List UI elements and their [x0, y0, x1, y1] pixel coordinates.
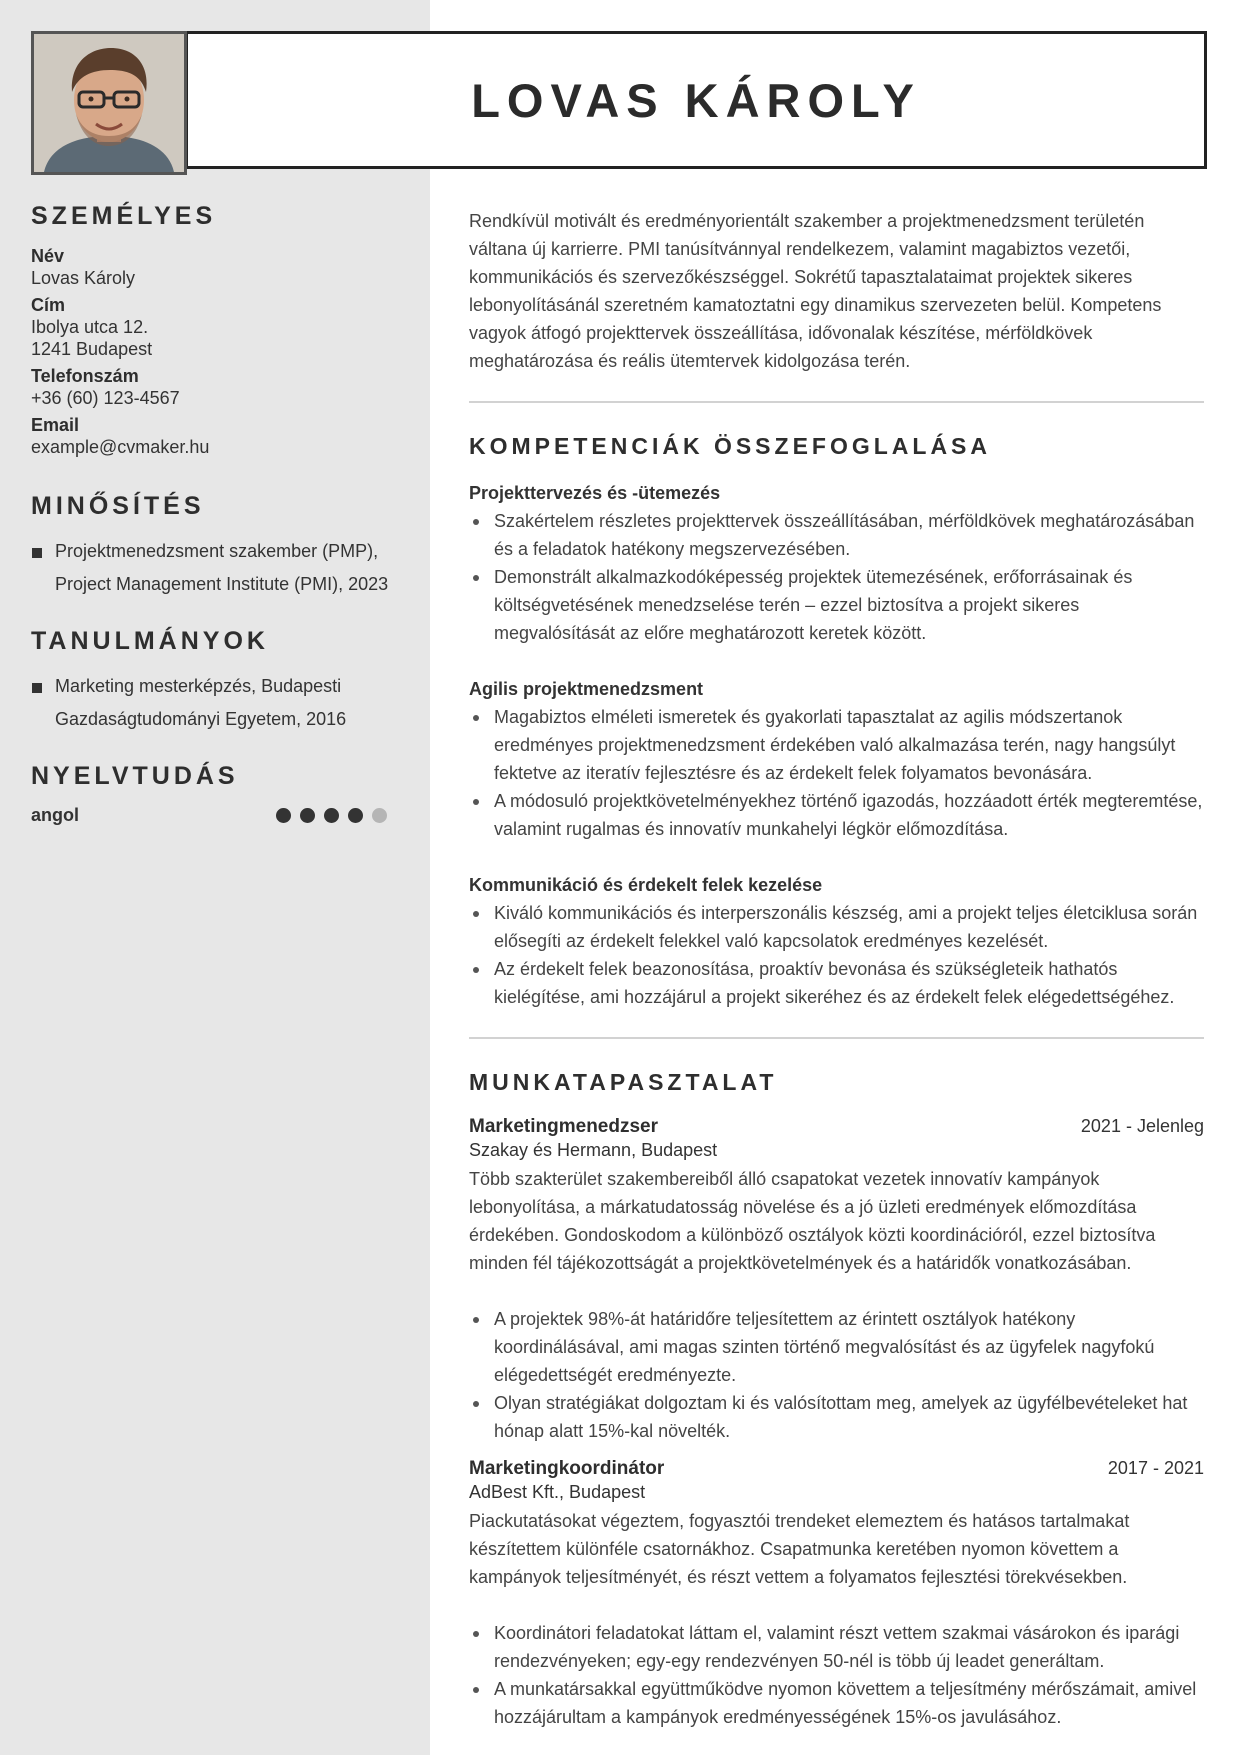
education-section [31, 627, 401, 736]
education-title: TANULMÁNYOK [31, 627, 269, 655]
level-dot-filled-icon [300, 808, 315, 823]
list-item: Projektmenedzsment szakember (PMP), Project Management Institute (PMI), 2023 [31, 535, 401, 601]
email-link[interactable]: example@cvmaker.hu [31, 437, 210, 457]
certifications-list [31, 535, 401, 601]
job-title: Marketingmenedzser [469, 1116, 659, 1137]
field-label: Cím [31, 295, 66, 315]
avatar-portrait-icon [34, 34, 184, 172]
field-value: 1241 Budapest [31, 339, 153, 359]
languages-section [31, 762, 401, 826]
experience-section [469, 1069, 1204, 1731]
language-level-dots [276, 808, 387, 823]
profile-photo [31, 31, 187, 175]
list-item: Magabiztos elméleti ismeretek és gyakorlati tapasztalat az agilis módszertanok eredményes projektmenedzsment érdekében való alkalmazása terén, nagy hangsúlyt fektetve az iteratív fejlesztésre és az érdekelt felek folyamatos bevonására. [469, 703, 1204, 787]
list-item: Marketing mesterképzés, Budapesti Gazdaságtudományi Egyetem, 2016 [31, 670, 401, 736]
field-email [31, 414, 401, 458]
level-dot-filled-icon [348, 808, 363, 823]
competencies-section [469, 433, 1204, 1011]
level-dot-filled-icon [324, 808, 339, 823]
list-item: Szakértelem részletes projekttervek összeállításában, mérföldkövek meghatározásában és a feladatok hatékony megszervezésében. [469, 507, 1204, 563]
certifications-section [31, 492, 401, 601]
field-address [31, 294, 401, 360]
competency-group-title: Projekttervezés és -ütemezés [469, 483, 721, 503]
job-title: Marketingkoordinátor [469, 1458, 665, 1479]
language-name: angol [31, 805, 79, 825]
field-label: Telefonszám [31, 366, 139, 386]
job-entry [469, 1457, 1204, 1731]
personal-title: SZEMÉLYES [31, 202, 217, 230]
competency-group-title: Agilis projektmenedzsment [469, 679, 704, 699]
field-value: Lovas Károly [31, 268, 136, 288]
field-label: Email [31, 415, 80, 435]
job-company: AdBest Kft., Budapest [469, 1482, 646, 1502]
sidebar-content [31, 202, 401, 826]
list-item: Olyan stratégiákat dolgoztam ki és valósítottam meg, amelyek az ügyfélbevételeket hat hónap alatt 15%-kal növelték. [469, 1389, 1204, 1445]
field-name [31, 245, 401, 289]
level-dot-filled-icon [276, 808, 291, 823]
list-item: Koordinátori feladatokat láttam el, valamint részt vettem szakmai vásárokon és iparági rendezvényeken; egy-egy rendezvényen 50-nél is több új leadet generáltam. [469, 1619, 1204, 1675]
job-date: 2021 - Jelenleg [1080, 1116, 1204, 1136]
job-company: Szakay és Hermann, Budapest [469, 1140, 718, 1160]
summary-text: Rendkívül motivált és eredményorientált szakember a projektmenedzsment területén váltana új karrierre. PMI tanúsítvánnyal rendelkezem, valamint magabiztos vezetői, kommunikációs és szervezőkészséggel. Sokrétű tapasztalataimat projektek sikeres lebonyolításánál szeretném kamatoztatni egy dinamikus szervezeten belül. Kompetens vagyok átfogó projekttervek összeállítása, idővonalak készítése, mérföldkövek meghatározása és reális ütemtervek kidolgozása terén. [469, 211, 1162, 371]
section-divider [469, 1037, 1204, 1039]
job-date: 2017 - 2021 [1107, 1458, 1204, 1478]
section-divider [469, 401, 1204, 403]
level-dot-empty-icon [372, 808, 387, 823]
education-list [31, 670, 401, 736]
field-value: Ibolya utca 12. [31, 317, 149, 337]
job-achievements [469, 1305, 1204, 1445]
name-header-box [185, 31, 1207, 169]
language-row [31, 805, 401, 826]
list-item: Az érdekelt felek beazonosítása, proaktív bevonása és szükségleteik hathatós kielégítése, ami hozzájárul a projekt sikeréhez és az érdekelt felek elégedettségéhez. [469, 955, 1204, 1011]
job-header [469, 1457, 1204, 1481]
languages-title: NYELVTUDÁS [31, 762, 239, 790]
list-item: Kiváló kommunikációs és interperszonális készség, ami a projekt teljes életciklusa során elősegíti az érdekelt felekkel való kapcsolatok eredményes kezelését. [469, 899, 1204, 955]
job-description: Több szakterület szakembereiből álló csapatokat vezetek innovatív kampányok lebonyolítása, a márkatudatosság növelése és a jó üzleti eredmények előmozdítása érdekében. Gondoskodom a különböző osztályok közti koordinációról, ezzel biztosítva minden fél tájékozottságát a projektkövetelmények és a határidők vonatkozásában. [469, 1169, 1156, 1273]
list-item: Demonstrált alkalmazkodóképesség projektek ütemezésének, erőforrásainak és költségvetésének menedzselése terén – ezzel biztosítva a projekt sikeres megvalósítását az előre meghatározott keretek között. [469, 563, 1204, 647]
job-description: Piackutatásokat végeztem, fogyasztói trendeket elemeztem és hatásos tartalmakat készítettem különféle csatornákhoz. Csapatmunka keretében nyomon követtem a kampányok teljesítményét, és részt vettem a folyamatos fejlesztési törekvésekben. [469, 1511, 1130, 1587]
competency-list [469, 899, 1204, 1011]
competency-list [469, 507, 1204, 647]
job-header [469, 1115, 1204, 1139]
list-item: A munkatársakkal együttműködve nyomon követtem a teljesítmény mérőszámait, amivel hozzájárultam a kampányok eredményességének 15%-os javulásához. [469, 1675, 1204, 1731]
field-value: +36 (60) 123-4567 [31, 388, 180, 408]
main-content [469, 207, 1204, 1743]
competency-list [469, 703, 1204, 843]
certifications-title: MINŐSÍTÉS [31, 492, 205, 520]
candidate-name: LOVAS KÁROLY [471, 73, 921, 127]
job-achievements [469, 1619, 1204, 1731]
field-phone [31, 365, 401, 409]
competency-group-title: Kommunikáció és érdekelt felek kezelése [469, 875, 823, 895]
experience-title: MUNKATAPASZTALAT [469, 1069, 778, 1095]
personal-section [31, 202, 401, 458]
field-label: Név [31, 246, 65, 266]
competencies-title: KOMPETENCIÁK ÖSSZEFOGLALÁSA [469, 433, 992, 459]
list-item: A projektek 98%-át határidőre teljesítettem az érintett osztályok hatékony koordinálásával, ami magas szinten történő megvalósítást és az ügyfelek nagyfokú elégedettségét eredményezte. [469, 1305, 1204, 1389]
list-item: A módosuló projektkövetelményekhez történő igazodás, hozzáadott érték megteremtése, valamint rugalmas és innovatív munkahelyi légkör előmozdítása. [469, 787, 1204, 843]
job-entry [469, 1115, 1204, 1445]
